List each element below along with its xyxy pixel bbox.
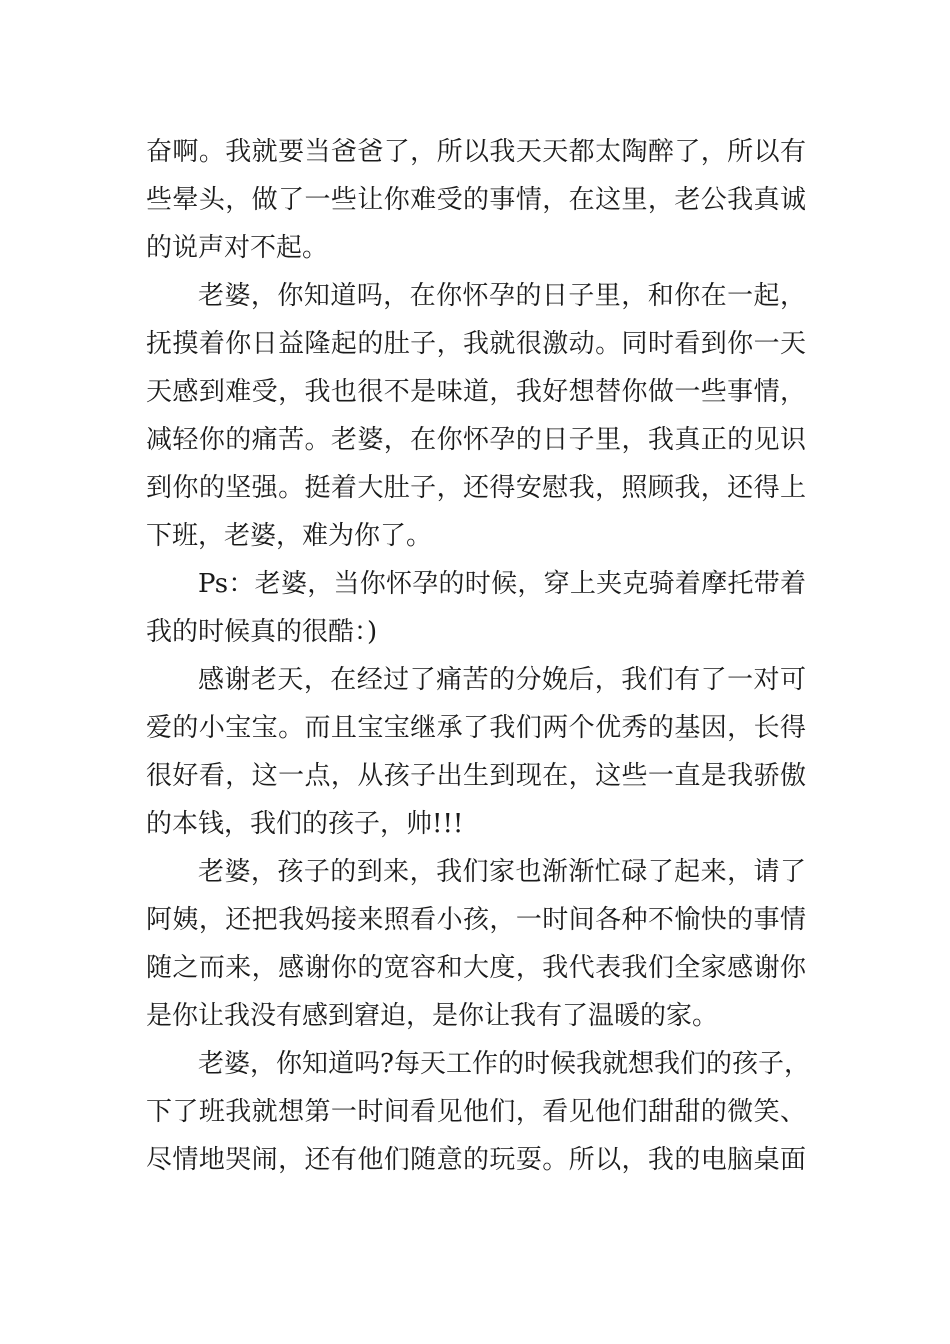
text-line: 我的时候真的很酷：) — [146, 617, 378, 647]
text-line: 下了班我就想第一时间看见他们，看见他们甜甜的微笑、 — [146, 1097, 806, 1127]
text-line: 抚摸着你日益隆起的肚子，我就很激动。同时看到你一天 — [146, 329, 806, 359]
text-line: 老婆，孩子的到来，我们家也渐渐忙碌了起来，请了 — [198, 857, 806, 887]
text-line: 阿姨，还把我妈接来照看小孩，一时间各种不愉快的事情 — [146, 905, 806, 935]
text-line: 是你让我没有感到窘迫，是你让我有了温暖的家。 — [146, 1001, 719, 1031]
text-line: 奋啊。我就要当爸爸了，所以我天天都太陶醉了，所以有 — [146, 137, 806, 167]
text-line: 的说声对不起。 — [146, 233, 329, 263]
text-line: 些晕头，做了一些让你难受的事情，在这里，老公我真诚 — [146, 185, 806, 215]
document-body — [146, 128, 810, 1184]
text-line: 到你的坚强。挺着大肚子，还得安慰我，照顾我，还得上 — [146, 473, 806, 503]
text-line: 老婆，你知道吗，在你怀孕的日子里，和你在一起， — [198, 281, 806, 311]
text-line: 下班，老婆，难为你了。 — [146, 521, 433, 551]
text-line: 尽情地哭闹，还有他们随意的玩耍。所以，我的电脑桌面 — [146, 1145, 806, 1175]
text-line: 的本钱，我们的孩子，帅!!! — [146, 809, 464, 839]
text-line: 天感到难受，我也很不是味道，我好想替你做一些事情， — [146, 377, 806, 407]
text-line: Ps：老婆，当你怀孕的时候，穿上夹克骑着摩托带着 — [198, 569, 806, 599]
text-line: 老婆，你知道吗?每天工作的时候我就想我们的孩子， — [198, 1049, 810, 1079]
text-line: 减轻你的痛苦。老婆，在你怀孕的日子里，我真正的见识 — [146, 425, 806, 455]
text-line: 随之而来，感谢你的宽容和大度，我代表我们全家感谢你 — [146, 953, 806, 983]
text-line: 爱的小宝宝。而且宝宝继承了我们两个优秀的基因，长得 — [146, 713, 806, 743]
text-line: 感谢老天，在经过了痛苦的分娩后，我们有了一对可 — [198, 665, 806, 695]
text-line: 很好看，这一点，从孩子出生到现在，这些一直是我骄傲 — [146, 761, 806, 791]
